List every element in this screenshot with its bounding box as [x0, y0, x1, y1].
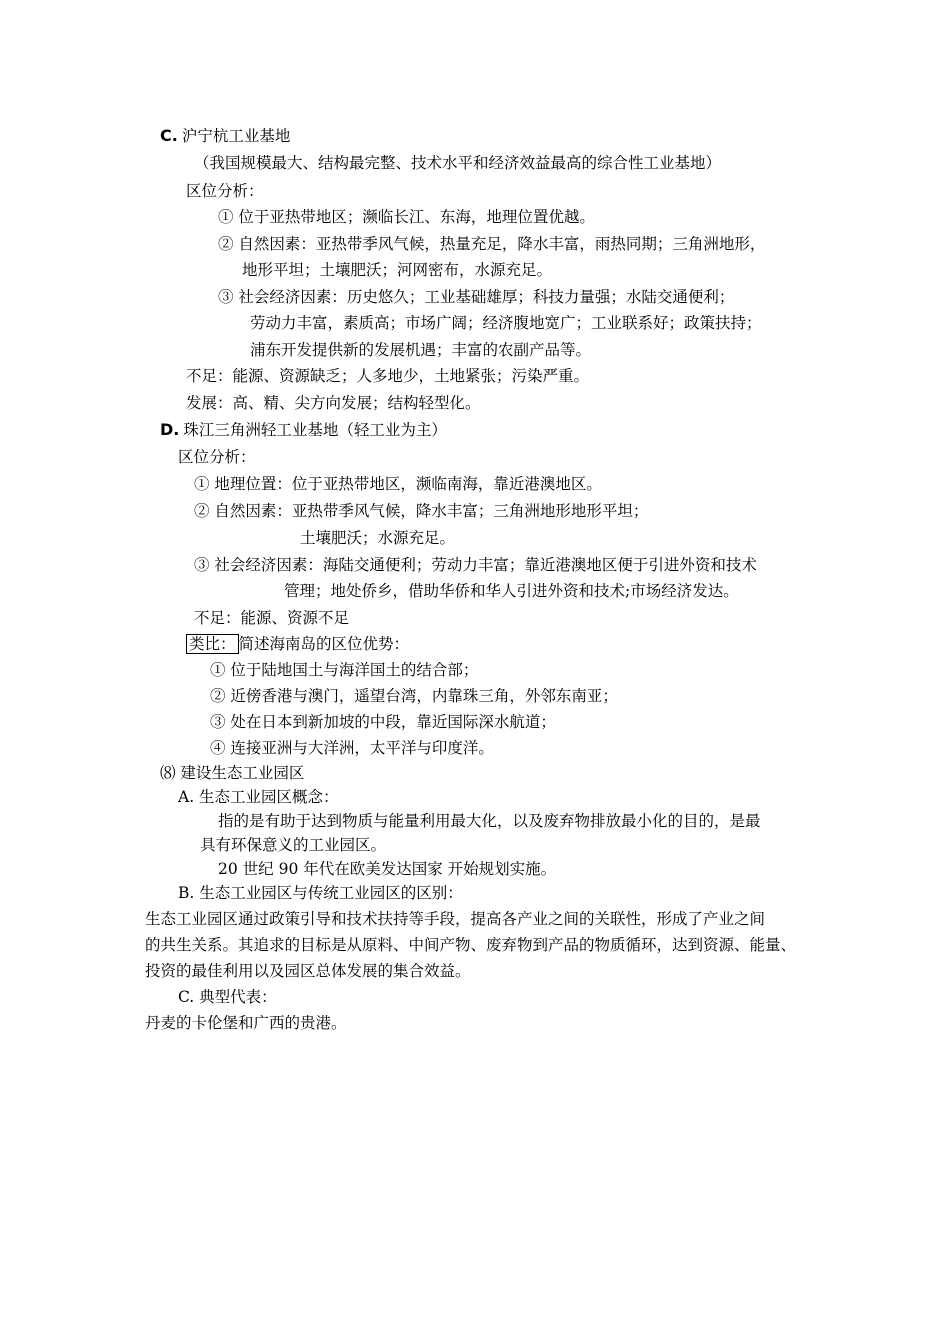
section-c-point-2-line-2: 地形平坦；土壤肥沃；河网密布，水源充足。	[242, 261, 553, 279]
section-8-a-paragraph-2: 20 世纪 90 年代在欧美发达国家 开始规划实施。	[218, 860, 557, 878]
analogy-point-3: ③ 处在日本到新加坡的中段，靠近国际深水航道；	[210, 713, 556, 731]
analogy-point-1: ① 位于陆地国土与海洋国土的结合部；	[210, 661, 479, 679]
section-c-point-3-line-3: 浦东开发提供新的发展机遇；丰富的农副产品等。	[250, 341, 592, 359]
section-8-a-paragraph-line-2: 具有环保意义的工业园区。	[200, 836, 387, 854]
section-c-development: 发展：高、精、尖方向发展；结构轻型化。	[186, 394, 481, 412]
section-8-b-paragraph-line-1: 生态工业园区通过政策引导和技术扶持等手段，提高各产业之间的关联性，形成了产业之间	[145, 910, 766, 928]
section-c-letter: C.	[160, 126, 178, 145]
section-8-a-paragraph-line-1: 指的是有助于达到物质与能量利用最大化，以及废弃物排放最小化的目的，是最	[218, 812, 761, 830]
section-d-analogy	[186, 633, 409, 655]
section-8-a-title: A. 生态工业园区概念：	[178, 788, 339, 806]
analogy-point-4: ④ 连接亚洲与大洋洲，太平洋与印度洋。	[210, 739, 494, 757]
section-8-c-paragraph: 丹麦的卡伦堡和广西的贵港。	[145, 1014, 347, 1032]
section-c-analysis-label: 区位分析：	[186, 182, 264, 200]
section-d-heading	[160, 419, 447, 441]
section-8-b-title: B. 生态工业园区与传统工业园区的区别：	[178, 884, 463, 902]
section-d-point-2-line-2: 土壤肥沃；水源充足。	[300, 529, 456, 547]
section-c-subtitle: （我国规模最大、结构最完整、技术水平和经济效益最高的综合性工业基地）	[194, 154, 722, 172]
section-c-point-3-line-2: 劳动力丰富，素质高；市场广阔；经济腹地宽广；工业联系好；政策扶持；	[250, 314, 762, 332]
section-c-point-1: ① 位于亚热带地区；濒临长江、东海，地理位置优越。	[218, 208, 595, 226]
section-d-title: 珠江三角洲轻工业基地（轻工业为主）	[183, 421, 447, 439]
section-d-point-3-line-2: 管理；地处侨乡，借助华侨和华人引进外资和技术;市场经济发达。	[284, 582, 739, 600]
section-d-analysis-label: 区位分析：	[178, 448, 256, 466]
section-8-c-title: C. 典型代表：	[178, 988, 277, 1006]
section-d-point-2-line-1: ② 自然因素：亚热带季风气候，降水丰富；三角洲地形地形平坦；	[194, 502, 649, 520]
section-d-point-3-line-1: ③ 社会经济因素：海陆交通便利；劳动力丰富；靠近港澳地区便于引进外资和技术	[194, 556, 757, 574]
section-c-heading	[160, 125, 290, 147]
section-8-title: ⑻ 建设生态工业园区	[160, 764, 305, 782]
section-c-point-2-line-1: ② 自然因素：亚热带季风气候，热量充足，降水丰富，雨热同期；三角洲地形，	[218, 235, 766, 253]
analogy-text: 简述海南岛的区位优势：	[238, 635, 410, 653]
section-c-point-3-line-1: ③ 社会经济因素：历史悠久；工业基础雄厚；科技力量强；水陆交通便利；	[218, 288, 735, 306]
section-d-letter: D.	[160, 420, 180, 439]
analogy-label-box: 类比：	[186, 634, 239, 654]
section-c-title: 沪宁杭工业基地	[181, 127, 291, 145]
analogy-point-2: ② 近傍香港与澳门，遥望台湾，内靠珠三角，外邻东南亚；	[210, 687, 618, 705]
section-d-point-1: ① 地理位置：位于亚热带地区，濒临南海，靠近港澳地区。	[194, 475, 602, 493]
section-d-shortcoming: 不足：能源、资源不足	[194, 609, 350, 627]
section-8-b-paragraph-line-3: 投资的最佳利用以及园区总体发展的集合效益。	[145, 962, 471, 980]
section-8-b-paragraph-line-2: 的共生关系。其追求的目标是从原料、中间产物、废弃物到产品的物质循环，达到资源、能量、	[145, 936, 797, 954]
section-c-shortcoming: 不足：能源、资源缺乏；人多地少，土地紧张；污染严重。	[186, 367, 590, 385]
